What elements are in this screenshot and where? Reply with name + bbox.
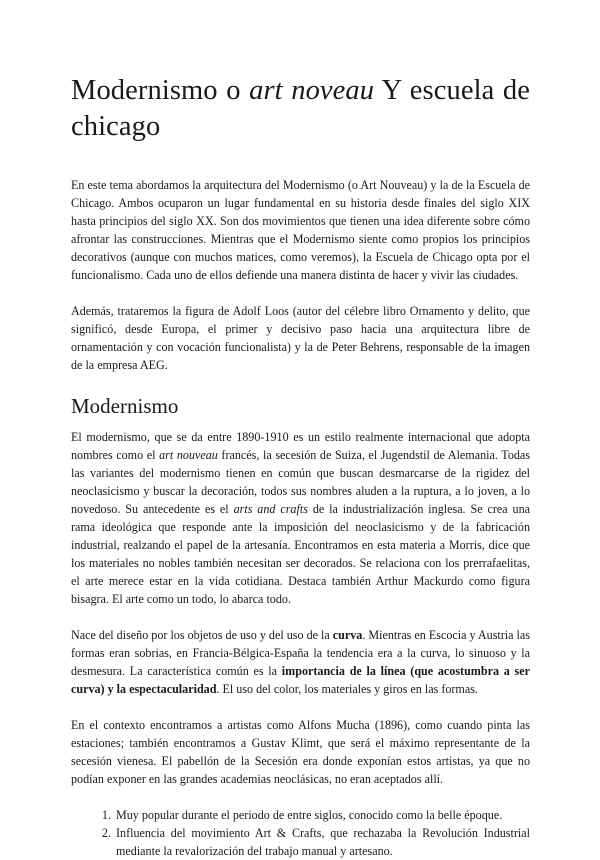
- numbered-list: [71, 806, 530, 860]
- list-item: 1. Muy popular durante el periodo de entre siglos, conocido como la belle époque.: [114, 806, 530, 824]
- intro-paragraph-1: En este tema abordamos la arquitectura del Modernismo (o Art Nouveau) y la de la Escuela de Chicago. Ambos ocuparon un lugar fundamental en su historia desde finales del siglo XIX hasta principios del siglo XX. Son dos movimientos que tienen una idea diferente sobre cómo afrontar las construcciones. Mientras que el Modernismo siente como propios los principios decorativos (aunque con muchos matices, como veremos), la Escuela de Chicago opta por el funcionalismo. Cada uno de ellos defiende una manera distinta de hacer y vivir las ciudades.: [71, 178, 530, 282]
- bold-importancia-linea: importancia de la línea (que acostumbra a ser curva) y la espectacularidad: [71, 664, 530, 696]
- title-text-b: Y escuela de: [374, 75, 530, 106]
- section-paragraph-1: El modernismo, que se da entre 1890-1910 es un estilo realmente internacional que adopta nombres como el art nouveau francés, la secesión de Suiza, el Jugendstil de Alemania. Todas las variantes del modernismo tienen en común que buscan desmarcarse de la rigidez del neoclasicismo y buscar la decoración, todos sus nombres aluden a la ruptura, a lo joven, a lo novedoso. Su antecedente es el arts and crafts de la industrialización inglesa. Se crea una rama ideológica que responde ante la imposición del neoclasicismo y de la fabricación industrial, realzando el papel de la artesanía. Encontramos en esta materia a Morris, dice que los materiales no nobles también necesitan ser decorados. Se relaciona con los prerrafaelitas, el arte merece estar en la vida cotidiana. Destaca también Arthur Mackurdo como figura bisagra. El arte como un todo, lo abarca todo.: [71, 430, 531, 606]
- emphasis-art-nouveau: art nouveau: [159, 448, 218, 462]
- section-paragraph-3: En el contexto encontramos a artistas como Alfons Mucha (1896), como cuando pinta las estaciones; también encontramos a Gustav Klimt, que será el máximo representante de la secesión vienesa. El pabellón de la Secesión era donde exponían estos artistas, ya que no podían exponer en las grandes academias neoclásicas, no eran aceptados allí.: [71, 718, 530, 786]
- page-title: [71, 73, 530, 145]
- document-body: [71, 73, 530, 860]
- title-emphasis: art noveau: [249, 75, 375, 106]
- section-heading: Modernismo: [71, 394, 179, 418]
- list-item: 2. Influencia del movimiento Art & Crafts, que rechazaba la Revolución Industrial mediante la revalorización del trabajo manual y artesano.: [114, 824, 530, 860]
- title-line-1: [71, 73, 530, 109]
- bold-curva: curva: [332, 628, 363, 642]
- section-paragraph-2: Nace del diseño por los objetos de uso y del uso de la curva. Mientras en Escocia y Austria las formas eran sobrias, en Francia-Bélgica-España la tendencia era a la curva, lo sinuoso y la desmesura. La característica común es la importancia de la línea (que acostumbra a ser curva) y la espectacularidad. El uso del color, los materiales y giros en las formas.: [71, 628, 530, 696]
- title-text-a: Modernismo o: [71, 75, 250, 106]
- intro-paragraph-2: Además, trataremos la figura de Adolf Loos (autor del célebre libro Ornamento y delito, que significó, desde Europa, el primer y decisivo paso hacia una arquitectura libre de ornamentación y con vocación funcionalista) y la de Peter Behrens, responsable de la imagen de la empresa AEG.: [71, 304, 530, 372]
- emphasis-arts-and-crafts: arts and crafts: [233, 502, 308, 516]
- title-line-2: chicago: [71, 111, 161, 142]
